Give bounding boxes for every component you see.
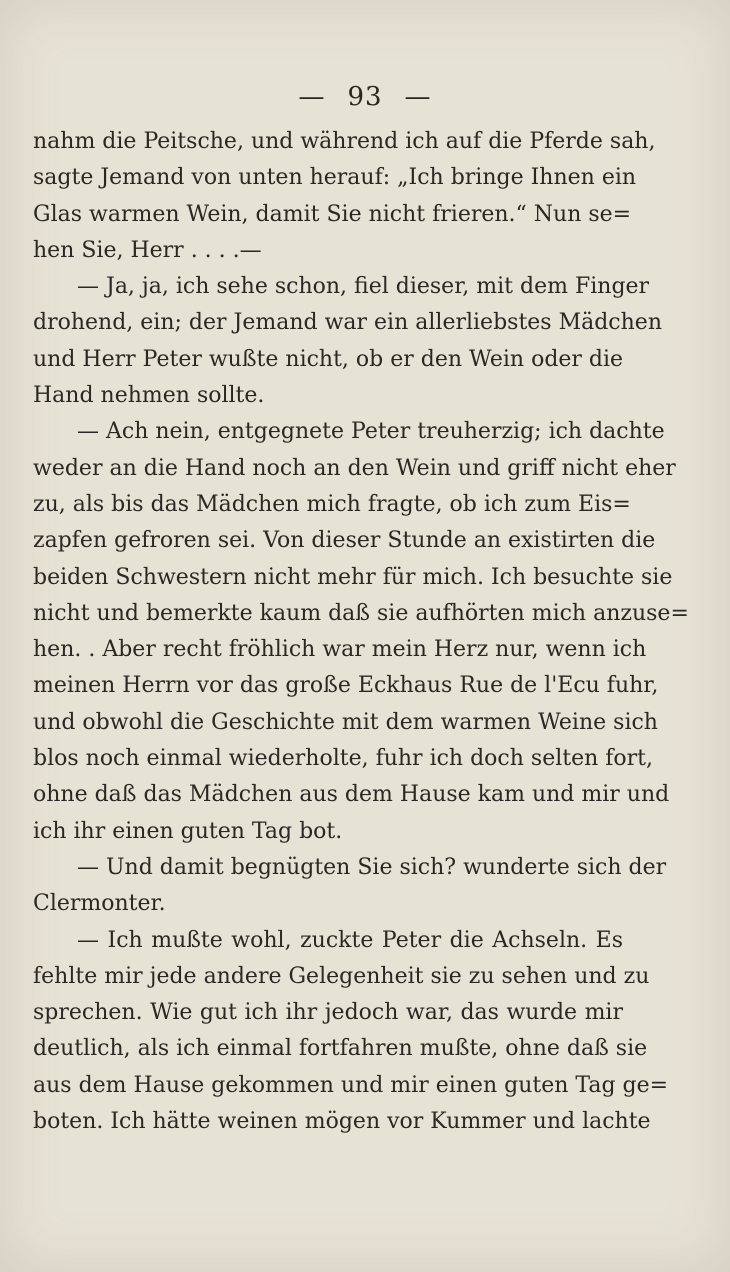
text-line: drohend, ein; der Jemand war ein allerliebstes Mädchen — [33, 310, 662, 336]
text-line: zu, als bis das Mädchen mich fragte, ob ich zum Eis= — [33, 491, 631, 517]
text-line: und obwohl die Geschichte mit dem warmen Weine sich — [33, 709, 658, 735]
text-line: Glas warmen Wein, damit Sie nicht frieren.“ Nun se= — [33, 201, 632, 227]
text-line: fehlte mir jede andere Gelegenheit sie zu sehen und zu — [33, 963, 650, 989]
text-line: weder an die Hand noch an den Wein und griff nicht eher — [33, 455, 676, 481]
text-line: nicht und bemerkte kaum daß sie aufhörten mich anzuse= — [33, 600, 689, 626]
text-line: — Ja, ja, ich sehe schon, fiel dieser, mit dem Finger — [77, 274, 650, 300]
text-line: sagte Jemand von unten herauf: „Ich bringe Ihnen ein — [33, 165, 637, 191]
text-line: blos noch einmal wiederholte, fuhr ich doch selten fort, — [33, 746, 654, 772]
text-line: deutlich, als ich einmal fortfahren mußte, ohne daß sie — [33, 1036, 648, 1062]
page-number: 93 — [347, 82, 383, 112]
text-line: sprechen. Wie gut ich ihr jedoch war, das wurde mir — [33, 1000, 623, 1026]
text-line: aus dem Hause gekommen und mir einen guten Tag ge= — [33, 1072, 669, 1098]
text-line: beiden Schwestern nicht mehr für mich. Ich besuchte sie — [33, 564, 673, 590]
text-line: zapfen gefroren sei. Von dieser Stunde an existirten die — [33, 528, 656, 554]
text-line: nahm die Peitsche, und während ich auf die Pferde sah, — [33, 129, 656, 154]
page-header — [0, 82, 730, 112]
text-line: — Ach nein, entgegnete Peter treuherzig; ich dachte — [77, 419, 665, 445]
text-line: ich ihr einen guten Tag bot. — [33, 818, 343, 844]
text-line: — Ich mußte wohl, zuckte Peter die Achseln. Es — [77, 927, 623, 953]
body-text — [33, 124, 689, 1140]
header-dash-left: — — [298, 82, 326, 112]
text-line: ohne daß das Mädchen aus dem Hause kam und mir und — [33, 782, 670, 808]
text-line: und Herr Peter wußte nicht, ob er den Wein oder die — [33, 346, 624, 372]
text-line: meinen Herrn vor das große Eckhaus Rue de l'Ecu fuhr, — [33, 673, 659, 699]
text-line: Hand nehmen sollte. — [33, 383, 265, 409]
header-dash-right: — — [404, 82, 432, 112]
text-line: — Und damit begnügten Sie sich? wunderte sich der — [77, 854, 667, 880]
text-line: hen. . Aber recht fröhlich war mein Herz nur, wenn ich — [33, 637, 647, 663]
text-line: hen Sie, Herr . . . .— — [33, 237, 262, 263]
text-line: boten. Ich hätte weinen mögen vor Kummer und lachte — [33, 1109, 651, 1135]
text-line: Clermonter. — [33, 891, 166, 917]
